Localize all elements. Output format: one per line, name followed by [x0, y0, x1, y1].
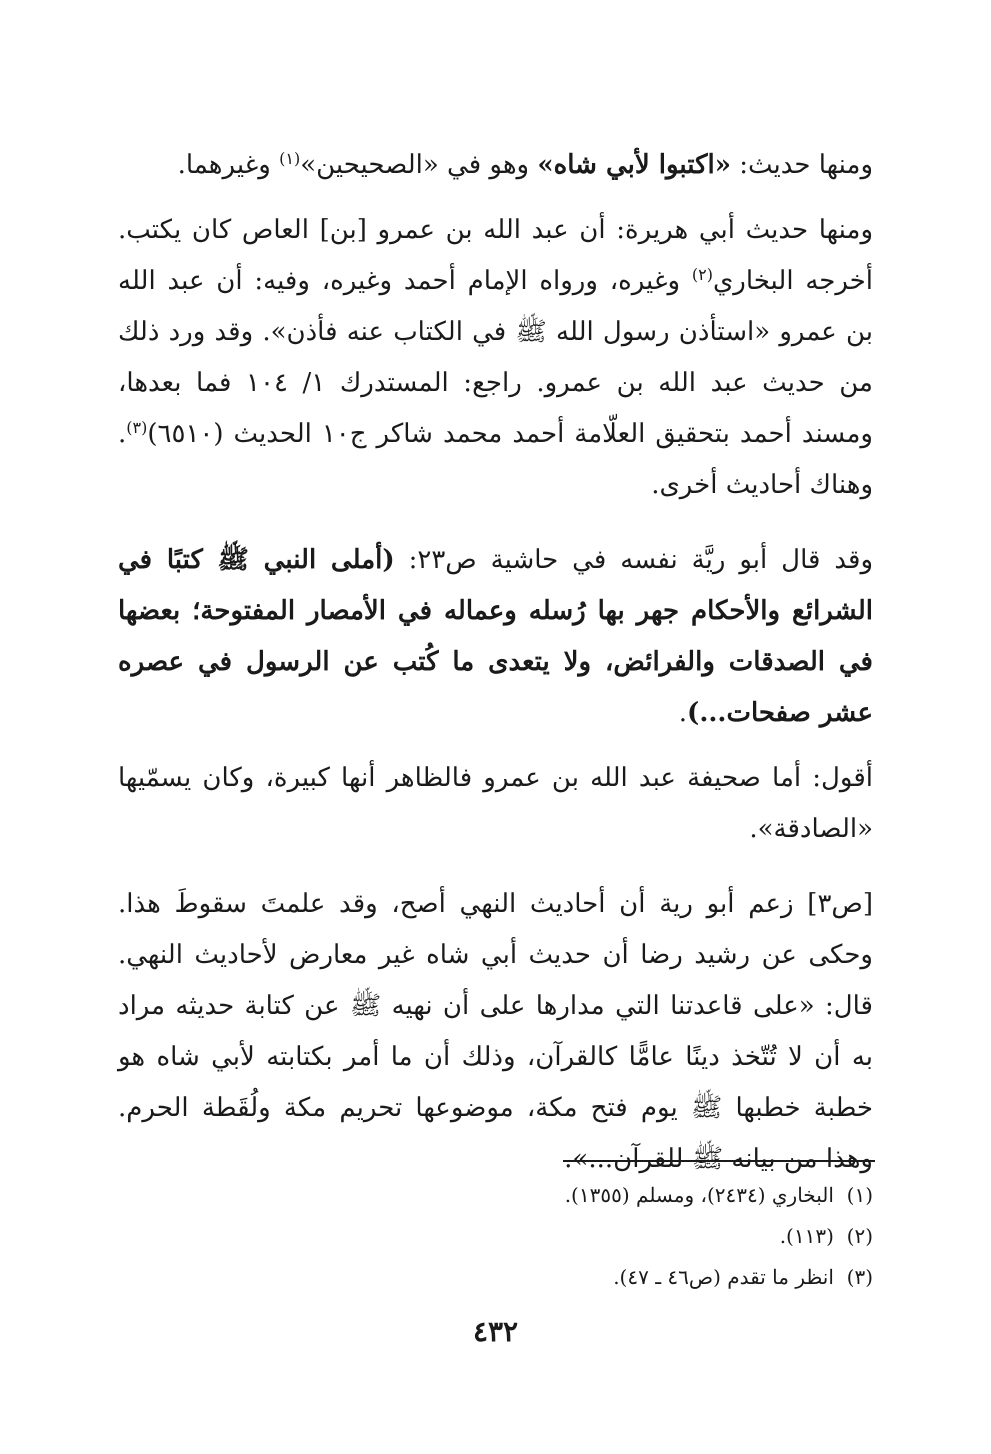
footnote-ref[interactable]: (١): [279, 149, 301, 168]
footnote-ref[interactable]: (٢): [691, 265, 713, 284]
footnote-text: (١١٣).: [779, 1224, 834, 1248]
footnote-separator: [563, 1160, 875, 1162]
text-run: ومنها حديث أبي هريرة: أن عبد الله بن عمرو [بن] العاص كان يكتب. أخرجه البخاري: [118, 215, 873, 296]
footnote-1: [118, 1175, 873, 1216]
footnote-2: [118, 1216, 873, 1257]
paragraph-abu-hurayra-hadith: [118, 205, 873, 511]
text-run: وهو في «الصحيحين»: [300, 150, 538, 180]
footnote-ref[interactable]: (٣): [126, 418, 148, 437]
page-number: ٤٣٢: [472, 1315, 519, 1348]
footnote-text: انظر ما تقدم (ص٤٦ ـ ٤٧).: [613, 1265, 834, 1289]
paragraph-abu-rayya-quote: [118, 535, 873, 739]
quoted-claim: (أملى النبي ﷺ كتبًا في الشرائع والأحكام جهر بها رُسله وعماله في الأمصار المفتوحة؛ بعضها في الصدقات والفرائض، ولا يتعدى ما كُتب عن الرسول في عصره عشر صفحات...): [118, 545, 873, 728]
text-run: وغيرهما.: [177, 150, 280, 180]
footnote-number: (٣): [846, 1265, 873, 1289]
footnote-number: (٢): [846, 1224, 873, 1248]
text-run: .: [678, 698, 688, 728]
paragraph-sahifa: أقول: أما صحيفة عبد الله بن عمرو فالظاهر أنها كبيرة، وكان يسمّيها «الصادقة».: [118, 763, 873, 844]
text-run: وقد قال أبو ريَّة نفسه في حاشية ص٢٣:: [394, 545, 873, 575]
footnote-3: [118, 1257, 873, 1298]
text-run: . وهناك أحاديث أخرى.: [118, 419, 873, 500]
paragraph-rashid-rida: [ص٣] زعم أبو رية أن أحاديث النهي أصح، وقد علمتَ سقوطَ هذا. وحكى عن رشيد رضا أن حديث أبي شاه غير معارض لأحاديث النهي. قال: «على قاعدتنا التي مدارها على أن نهيه ﷺ عن كتابة حديثه مراد به أن لا تُتّخذ دينًا عامًّا كالقرآن، وذلك أن ما أمر بكتابته لأبي شاه هو خطبة خطبها ﷺ يوم فتح مكة، موضوعها تحريم مكة ولُقَطة الحرم. وهذا من بيانه ﷺ للقرآن...».: [118, 889, 873, 1174]
main-text: [118, 140, 873, 1185]
paragraph-abu-shah-hadith: [118, 140, 873, 191]
footnotes: [118, 1175, 873, 1298]
text-run: وغيره، ورواه الإمام أحمد وغيره، وفيه: أن عبد الله بن عمرو «استأذن رسول الله ﷺ في الكتاب عنه فأذن». وقد ورد ذلك من حديث عبد الله بن عمرو. راجع: المستدرك ١/ ١٠٤ فما بعدها، ومسند أحمد بتحقيق العلّامة أحمد محمد شاكر ج١٠ الحديث (٦٥١٠): [118, 266, 873, 449]
text-run: ومنها حديث:: [730, 150, 873, 180]
hadith-quote: «اكتبوا لأبي شاه»: [537, 150, 731, 180]
footnote-text: البخاري (٢٤٣٤)، ومسلم (١٣٥٥).: [564, 1183, 834, 1207]
footnote-number: (١): [846, 1183, 873, 1207]
